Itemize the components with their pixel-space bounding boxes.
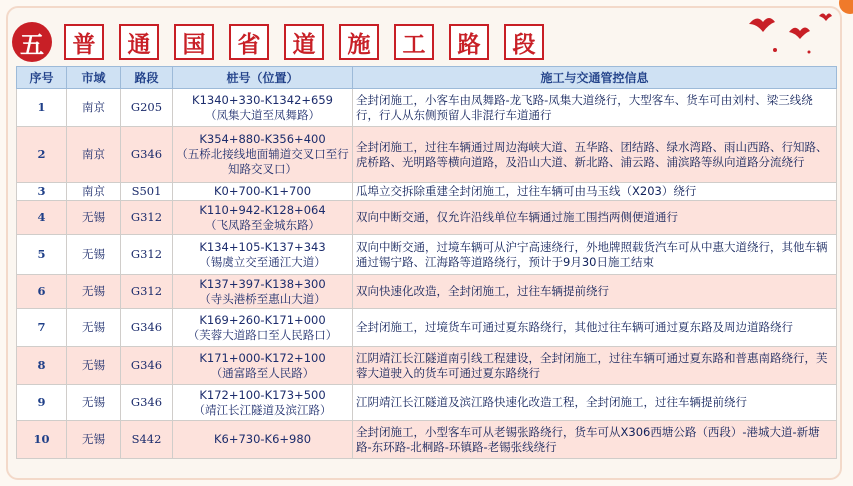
stake-location: （凤集大道至凤舞路） bbox=[205, 107, 320, 122]
cell-seq: 1 bbox=[17, 89, 67, 127]
cell-info: 江阴靖江长江隧道南引线工程建设，全封闭施工，过往车辆可通过夏东路和普惠南路绕行，芙蓉大道驶入的货车可通过夏东路绕行 bbox=[353, 347, 837, 385]
cell-seq: 2 bbox=[17, 127, 67, 183]
cell-road: G312 bbox=[121, 235, 173, 275]
section-number-badge: 五 bbox=[12, 22, 52, 62]
cell-seq: 10 bbox=[17, 421, 67, 459]
cell-stake bbox=[173, 421, 353, 459]
corner-dot bbox=[839, 0, 853, 14]
cell-seq: 6 bbox=[17, 275, 67, 309]
title-char: 国 bbox=[174, 24, 214, 60]
cell-road: S442 bbox=[121, 421, 173, 459]
header-road: 路段 bbox=[121, 67, 173, 89]
cell-road: G346 bbox=[121, 127, 173, 183]
stake-number: K137+397-K138+300 bbox=[199, 276, 326, 291]
stake-location: （寺头港桥至惠山大道） bbox=[199, 291, 326, 306]
cell-info: 全封闭施工，过境货车可通过夏东路绕行，其他过往车辆可通过夏东路及周边道路绕行 bbox=[353, 309, 837, 347]
title-char: 工 bbox=[394, 24, 434, 60]
stake-number: K134+105-K137+343 bbox=[199, 239, 326, 254]
cell-city: 无锡 bbox=[67, 347, 121, 385]
bird-decoration-icon bbox=[739, 4, 839, 60]
title-char: 通 bbox=[119, 24, 159, 60]
cell-stake bbox=[173, 309, 353, 347]
stake-location: （五桥北接线地面辅道交叉口至行知路交叉口） bbox=[176, 147, 349, 176]
header-seq: 序号 bbox=[17, 67, 67, 89]
stake-location: （通富路至人民路） bbox=[210, 365, 315, 380]
section-title bbox=[64, 24, 544, 60]
stake-number: K110+942-K128+064 bbox=[199, 202, 326, 217]
cell-info: 双向中断交通，过境车辆可从沪宁高速绕行，外地牌照载货汽车可从中惠大道绕行，其他车辆通过锡宁路、江海路等道路绕行，预计于9月30日施工结束 bbox=[353, 235, 837, 275]
title-char: 段 bbox=[504, 24, 544, 60]
cell-city: 无锡 bbox=[67, 309, 121, 347]
table-row bbox=[17, 201, 837, 235]
table-row bbox=[17, 385, 837, 421]
cell-stake bbox=[173, 385, 353, 421]
table-row bbox=[17, 89, 837, 127]
stake-number: K169+260-K171+000 bbox=[199, 312, 326, 327]
cell-city: 无锡 bbox=[67, 385, 121, 421]
cell-stake bbox=[173, 347, 353, 385]
table-row bbox=[17, 127, 837, 183]
table-row bbox=[17, 235, 837, 275]
table-body bbox=[17, 89, 837, 459]
cell-seq: 4 bbox=[17, 201, 67, 235]
cell-info: 全封闭施工，过往车辆通过周边海峡大道、五华路、团结路、绿水湾路、雨山西路、行知路、虎桥路、光明路等横向道路，及沿山大道、新北路、浦云路、浦滨路等纵向道路分流绕行 bbox=[353, 127, 837, 183]
cell-stake bbox=[173, 201, 353, 235]
table-row bbox=[17, 183, 837, 201]
cell-road: G346 bbox=[121, 385, 173, 421]
header-stake: 桩号（位置） bbox=[173, 67, 353, 89]
stake-number: K172+100-K173+500 bbox=[199, 387, 326, 402]
header-city: 市域 bbox=[67, 67, 121, 89]
cell-seq: 8 bbox=[17, 347, 67, 385]
stake-location: （靖江长江隧道及滨江路） bbox=[193, 402, 332, 417]
cell-info: 双向中断交通，仅允许沿线单位车辆通过施工围挡两侧便道通行 bbox=[353, 201, 837, 235]
cell-stake bbox=[173, 235, 353, 275]
cell-stake bbox=[173, 183, 353, 201]
cell-city: 南京 bbox=[67, 127, 121, 183]
cell-seq: 5 bbox=[17, 235, 67, 275]
table-row bbox=[17, 421, 837, 459]
cell-road: G312 bbox=[121, 275, 173, 309]
cell-stake bbox=[173, 127, 353, 183]
cell-city: 南京 bbox=[67, 89, 121, 127]
stake-number: K6+730-K6+980 bbox=[213, 432, 312, 446]
cell-info: 瓜埠立交拆除重建全封闭施工，过往车辆可由马玉线（X203）绕行 bbox=[353, 183, 837, 201]
cell-city: 无锡 bbox=[67, 201, 121, 235]
cell-stake bbox=[173, 89, 353, 127]
cell-road: G346 bbox=[121, 309, 173, 347]
cell-seq: 3 bbox=[17, 183, 67, 201]
cell-seq: 7 bbox=[17, 309, 67, 347]
stake-location: （飞凤路至金城东路） bbox=[205, 217, 320, 232]
cell-city: 无锡 bbox=[67, 275, 121, 309]
construction-table bbox=[16, 66, 837, 459]
cell-road: S501 bbox=[121, 183, 173, 201]
stake-number: K0+700-K1+700 bbox=[213, 184, 312, 198]
title-char: 道 bbox=[284, 24, 324, 60]
cell-road: G205 bbox=[121, 89, 173, 127]
title-char: 省 bbox=[229, 24, 269, 60]
cell-city: 无锡 bbox=[67, 421, 121, 459]
section-title-bar bbox=[12, 22, 732, 62]
stake-number: K354+880-K356+400 bbox=[199, 132, 326, 146]
table-header-row bbox=[17, 67, 837, 89]
table-row bbox=[17, 275, 837, 309]
cell-info: 全封闭施工，小型客车可从老锡张路绕行，货车可从X306西塘公路（西段）-港城大道-新塘路-东环路-北桐路-环镇路-老锡张线绕行 bbox=[353, 421, 837, 459]
title-char: 路 bbox=[449, 24, 489, 60]
cell-stake bbox=[173, 275, 353, 309]
table-row bbox=[17, 347, 837, 385]
title-char: 施 bbox=[339, 24, 379, 60]
stake-location: （芙蓉大道路口至人民路口） bbox=[187, 327, 338, 342]
table-row bbox=[17, 309, 837, 347]
stake-location: （锡虞立交至通江大道） bbox=[199, 254, 326, 269]
title-char: 普 bbox=[64, 24, 104, 60]
cell-info: 全封闭施工，小客车由凤舞路-龙飞路-凤集大道绕行，大型客车、货车可由刘村、梁三线绕行，行人从东侧预留人非混行车道通行 bbox=[353, 89, 837, 127]
stake-number: K1340+330-K1342+659 bbox=[192, 92, 333, 107]
cell-road: G312 bbox=[121, 201, 173, 235]
cell-city: 无锡 bbox=[67, 235, 121, 275]
header-info: 施工与交通管控信息 bbox=[353, 67, 837, 89]
cell-info: 双向快速化改造，全封闭施工，过往车辆提前绕行 bbox=[353, 275, 837, 309]
cell-road: G346 bbox=[121, 347, 173, 385]
cell-seq: 9 bbox=[17, 385, 67, 421]
cell-info: 江阴靖江长江隧道及滨江路快速化改造工程，全封闭施工，过往车辆提前绕行 bbox=[353, 385, 837, 421]
stake-number: K171+000-K172+100 bbox=[199, 350, 326, 365]
cell-city: 南京 bbox=[67, 183, 121, 201]
